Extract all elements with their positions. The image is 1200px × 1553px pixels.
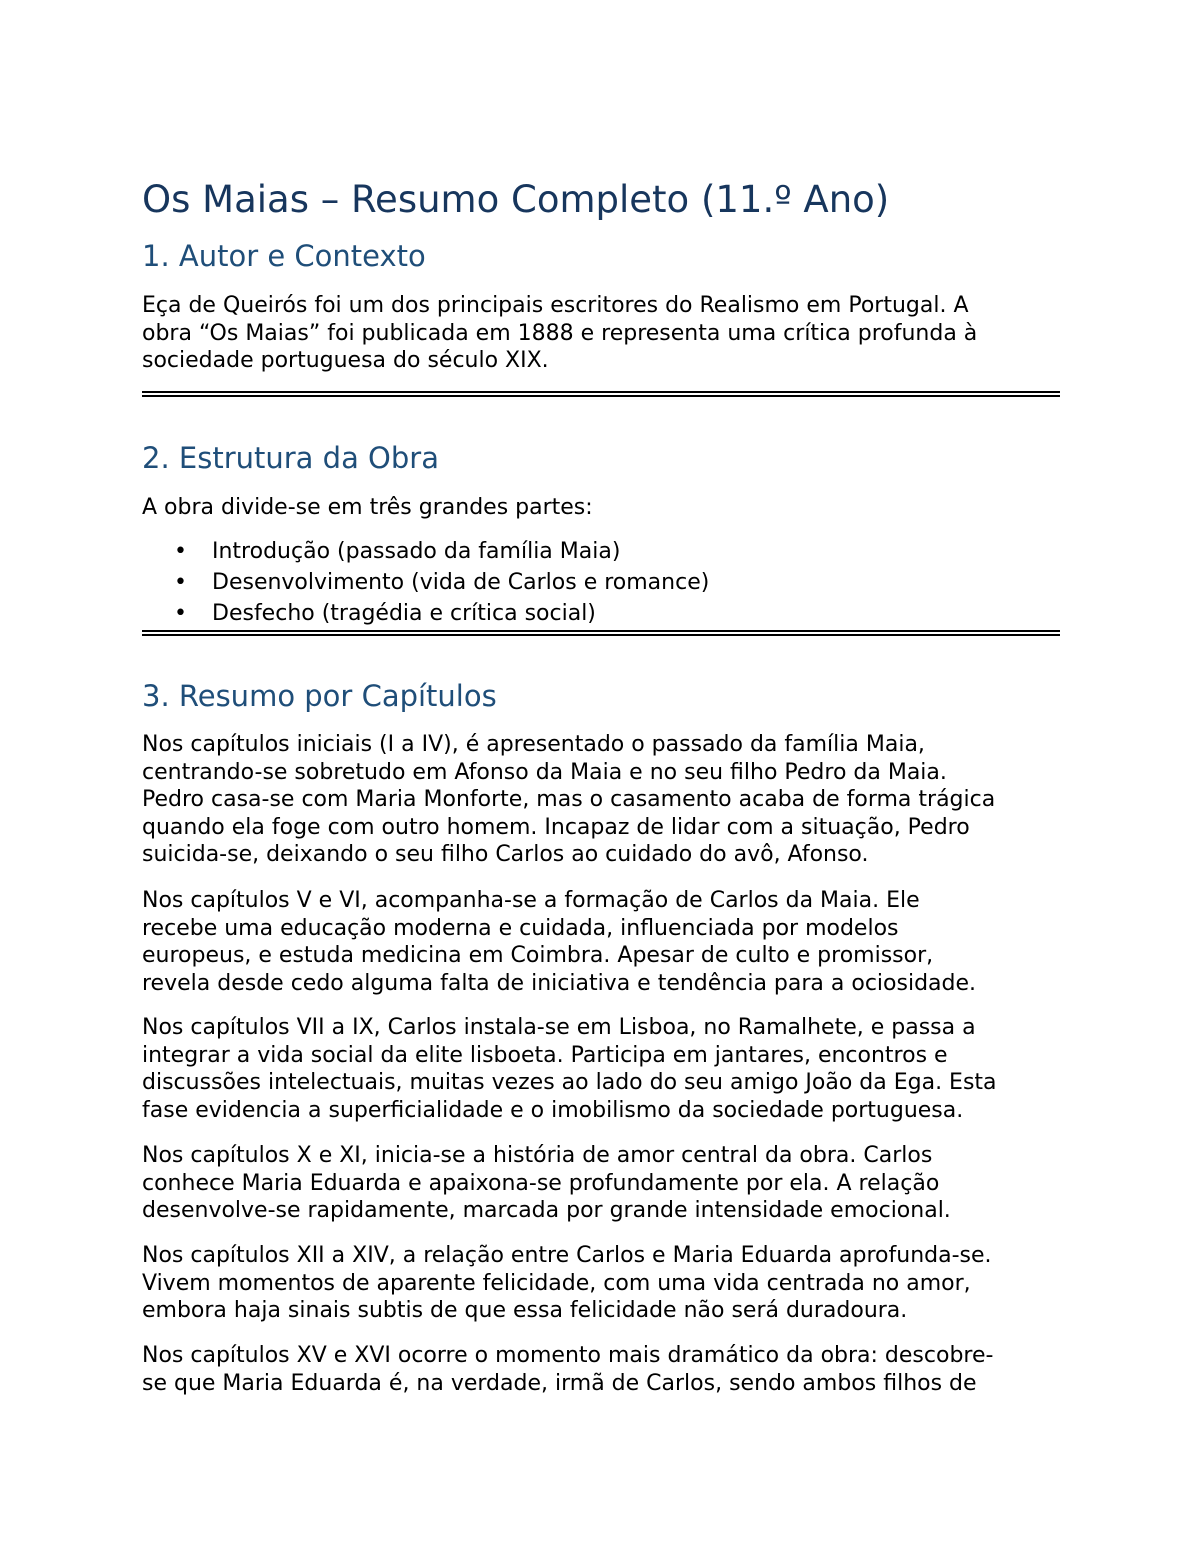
text-line: fase evidencia a superficialidade e o imobilismo da sociedade portuguesa. [142, 1097, 964, 1123]
text-line: Nos capítulos XV e XVI ocorre o momento mais dramático da obra: descobre- [142, 1343, 994, 1368]
text-line: suicida-se, deixando o seu filho Carlos ao cuidado do avô, Afonso. [142, 842, 869, 867]
paragraph-estrutura-intro: A obra divide-se em três grandes partes: [142, 495, 593, 520]
bullet-icon: • [174, 539, 187, 564]
text-line: europeus, e estuda medicina em Coimbra. Apesar de culto e promissor, [142, 943, 934, 968]
document-title: Os Maias – Resumo Completo (11.º Ano) [142, 178, 890, 221]
text-line: Nos capítulos VII a IX, Carlos instala-se em Lisboa, no Ramalhete, e passa a [142, 1015, 976, 1040]
text-line: recebe uma educação moderna e cuidada, influenciada por modelos [142, 915, 899, 941]
section-heading-estrutura: 2. Estrutura da Obra [142, 441, 439, 475]
bullet-icon: • [174, 570, 187, 595]
text-line: quando ela foge com outro homem. Incapaz de lidar com a situação, Pedro [142, 814, 970, 840]
text-line: centrando-se sobretudo em Afonso da Maia e no seu filho Pedro da Maia. [142, 759, 947, 785]
section-divider [142, 630, 1060, 636]
list-item: • Introdução (passado da família Maia) [142, 536, 1060, 567]
text-line: se que Maria Eduarda é, na verdade, irmã de Carlos, sendo ambos filhos de [142, 1370, 977, 1396]
paragraph-capitulos-v-vi [142, 887, 1060, 997]
list-item: • Desenvolvimento (vida de Carlos e romance) [142, 567, 1060, 598]
text-line: Nos capítulos XII a XIV, a relação entre Carlos e Maria Eduarda aprofunda-se. [142, 1243, 992, 1268]
text-line: embora haja sinais subtis de que essa felicidade não será duradoura. [142, 1298, 908, 1323]
list-partes [142, 536, 1060, 629]
paragraph-autor [142, 292, 1060, 375]
text-line: integrar a vida social da elite lisboeta. Participa em jantares, encontros e [142, 1042, 948, 1068]
text-line: Vivem momentos de aparente felicidade, com uma vida centrada no amor, [142, 1270, 971, 1296]
text-line: conhece Maria Eduarda e apaixona-se profundamente por ela. A relação [142, 1170, 940, 1196]
text-line: revela desde cedo alguma falta de iniciativa e tendência para a ociosidade. [142, 970, 977, 996]
text-line: Nos capítulos X e XI, inicia-se a história de amor central da obra. Carlos [142, 1143, 933, 1168]
paragraph-capitulos-xv-xvi [142, 1342, 1060, 1397]
text-line: obra “Os Maias” foi publicada em 1888 e representa uma crítica profunda à [142, 320, 978, 346]
text-line: Pedro casa-se com Maria Monforte, mas o casamento acaba de forma trágica [142, 787, 996, 812]
paragraph-capitulos-i-iv [142, 731, 1060, 869]
paragraph-capitulos-vii-ix [142, 1014, 1060, 1124]
text-line: Nos capítulos iniciais (I a IV), é apresentado o passado da família Maia, [142, 732, 925, 757]
section-heading-resumo: 3. Resumo por Capítulos [142, 679, 497, 713]
text-line: discussões intelectuais, muitas vezes ao lado do seu amigo João da Ega. Esta [142, 1070, 997, 1095]
paragraph-capitulos-xii-xiv [142, 1242, 1060, 1325]
section-heading-autor: 1. Autor e Contexto [142, 239, 426, 273]
paragraph-capitulos-x-xi [142, 1142, 1060, 1225]
section-divider [142, 391, 1060, 397]
text-line: sociedade portuguesa do século XIX. [142, 348, 549, 373]
text-line: Eça de Queirós foi um dos principais escritores do Realismo em Portugal. A [142, 293, 969, 318]
bullet-icon: • [174, 601, 187, 626]
text-line: Nos capítulos V e VI, acompanha-se a formação de Carlos da Maia. Ele [142, 888, 920, 913]
list-item: • Desfecho (tragédia e crítica social) [142, 598, 1060, 629]
text-line: desenvolve-se rapidamente, marcada por grande intensidade emocional. [142, 1198, 951, 1223]
